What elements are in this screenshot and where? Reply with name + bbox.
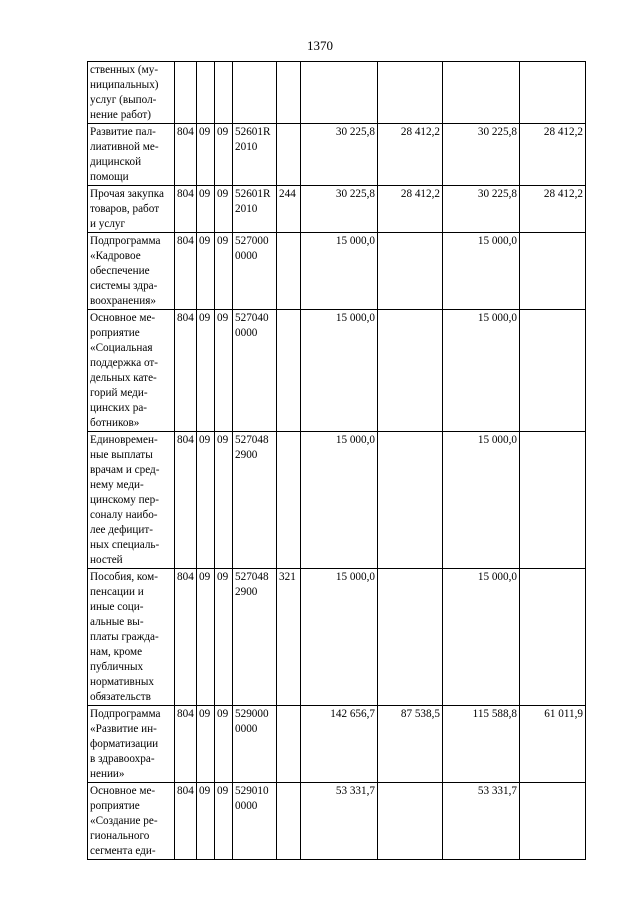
cell-subsection: 09 [215,233,233,310]
cell-amount-1: 15 000,0 [301,569,378,706]
page-number: 1370 [307,38,333,53]
cell-section: 09 [197,432,215,569]
table-row [88,186,586,233]
cell-target-article [233,62,277,124]
cell-subsection: 09 [215,569,233,706]
cell-name: Пособия, ком- пенсации и иные соци- альные вы- платы гражда- нам, кроме публичных нормативных обязательств [88,569,175,706]
cell-amount-1: 15 000,0 [301,432,378,569]
cell-amount-3: 15 000,0 [443,569,520,706]
cell-amount-4: 61 011,9 [520,706,586,783]
cell-amount-1: 15 000,0 [301,310,378,432]
cell-amount-3: 30 225,8 [443,124,520,186]
cell-amount-2: 28 412,2 [378,186,443,233]
table-body [88,62,586,860]
cell-subsection: 09 [215,310,233,432]
cell-expense-type: 321 [277,569,301,706]
cell-amount-1: 142 656,7 [301,706,378,783]
cell-amount-2 [378,432,443,569]
budget-table [87,61,586,860]
table-row [88,124,586,186]
cell-name: ственных (му- ниципальных) услуг (выпол- нение работ) [88,62,175,124]
cell-amount-3: 30 225,8 [443,186,520,233]
cell-target-article: 527048 2900 [233,432,277,569]
cell-target-article: 527000 0000 [233,233,277,310]
cell-expense-type [277,62,301,124]
cell-ministry-code: 804 [175,432,197,569]
cell-section: 09 [197,233,215,310]
cell-target-article: 529000 0000 [233,706,277,783]
cell-target-article: 52601R 2010 [233,124,277,186]
cell-expense-type [277,233,301,310]
cell-amount-3: 15 000,0 [443,432,520,569]
cell-amount-3: 15 000,0 [443,310,520,432]
cell-expense-type [277,124,301,186]
cell-name: Основное ме- роприятие «Создание ре- гионального сегмента еди- [88,783,175,860]
cell-section [197,62,215,124]
cell-amount-2 [378,310,443,432]
table-row [88,310,586,432]
cell-section: 09 [197,186,215,233]
cell-target-article: 529010 0000 [233,783,277,860]
cell-amount-4 [520,569,586,706]
cell-subsection: 09 [215,124,233,186]
cell-ministry-code: 804 [175,783,197,860]
cell-amount-3: 15 000,0 [443,233,520,310]
cell-section: 09 [197,124,215,186]
cell-target-article: 527040 0000 [233,310,277,432]
cell-expense-type [277,783,301,860]
cell-name: Основное ме- роприятие «Социальная поддержка от- дельных кате- горий меди- цинских ра- ботников» [88,310,175,432]
cell-section: 09 [197,569,215,706]
cell-ministry-code: 804 [175,569,197,706]
cell-amount-1: 15 000,0 [301,233,378,310]
cell-amount-1: 30 225,8 [301,186,378,233]
cell-amount-2 [378,62,443,124]
cell-amount-1 [301,62,378,124]
cell-amount-4 [520,310,586,432]
cell-section: 09 [197,783,215,860]
cell-subsection: 09 [215,783,233,860]
cell-name: Прочая закупка товаров, работ и услуг [88,186,175,233]
cell-ministry-code: 804 [175,706,197,783]
cell-section: 09 [197,310,215,432]
cell-target-article: 527048 2900 [233,569,277,706]
cell-ministry-code: 804 [175,124,197,186]
cell-name: Подпрограмма «Развитие ин- форматизации в здравоохра- нении» [88,706,175,783]
cell-subsection [215,62,233,124]
cell-amount-4 [520,62,586,124]
cell-name: Подпрограмма «Кадровое обеспечение системы здра- воохранения» [88,233,175,310]
table-row [88,62,586,124]
cell-subsection: 09 [215,432,233,569]
cell-amount-4 [520,432,586,569]
cell-expense-type: 244 [277,186,301,233]
cell-ministry-code: 804 [175,233,197,310]
cell-ministry-code: 804 [175,186,197,233]
cell-amount-4 [520,233,586,310]
table-row [88,783,586,860]
cell-name: Единовремен- ные выплаты врачам и сред- нему меди- цинскому пер- соналу наибо- лее дефицит- ных специаль- ностей [88,432,175,569]
cell-amount-2: 87 538,5 [378,706,443,783]
cell-expense-type [277,432,301,569]
cell-ministry-code: 804 [175,310,197,432]
cell-amount-4 [520,783,586,860]
cell-subsection: 09 [215,186,233,233]
cell-amount-3: 115 588,8 [443,706,520,783]
cell-ministry-code [175,62,197,124]
cell-amount-1: 53 331,7 [301,783,378,860]
cell-target-article: 52601R 2010 [233,186,277,233]
cell-amount-4: 28 412,2 [520,186,586,233]
cell-amount-2: 28 412,2 [378,124,443,186]
cell-amount-3: 53 331,7 [443,783,520,860]
cell-amount-2 [378,233,443,310]
cell-amount-2 [378,783,443,860]
cell-amount-1: 30 225,8 [301,124,378,186]
cell-expense-type [277,310,301,432]
cell-name: Развитие пал- лиативной ме- дицинской помощи [88,124,175,186]
table-row [88,706,586,783]
cell-expense-type [277,706,301,783]
table-row [88,569,586,706]
table-row [88,233,586,310]
cell-amount-2 [378,569,443,706]
cell-amount-3 [443,62,520,124]
cell-amount-4: 28 412,2 [520,124,586,186]
table-row [88,432,586,569]
cell-section: 09 [197,706,215,783]
cell-subsection: 09 [215,706,233,783]
